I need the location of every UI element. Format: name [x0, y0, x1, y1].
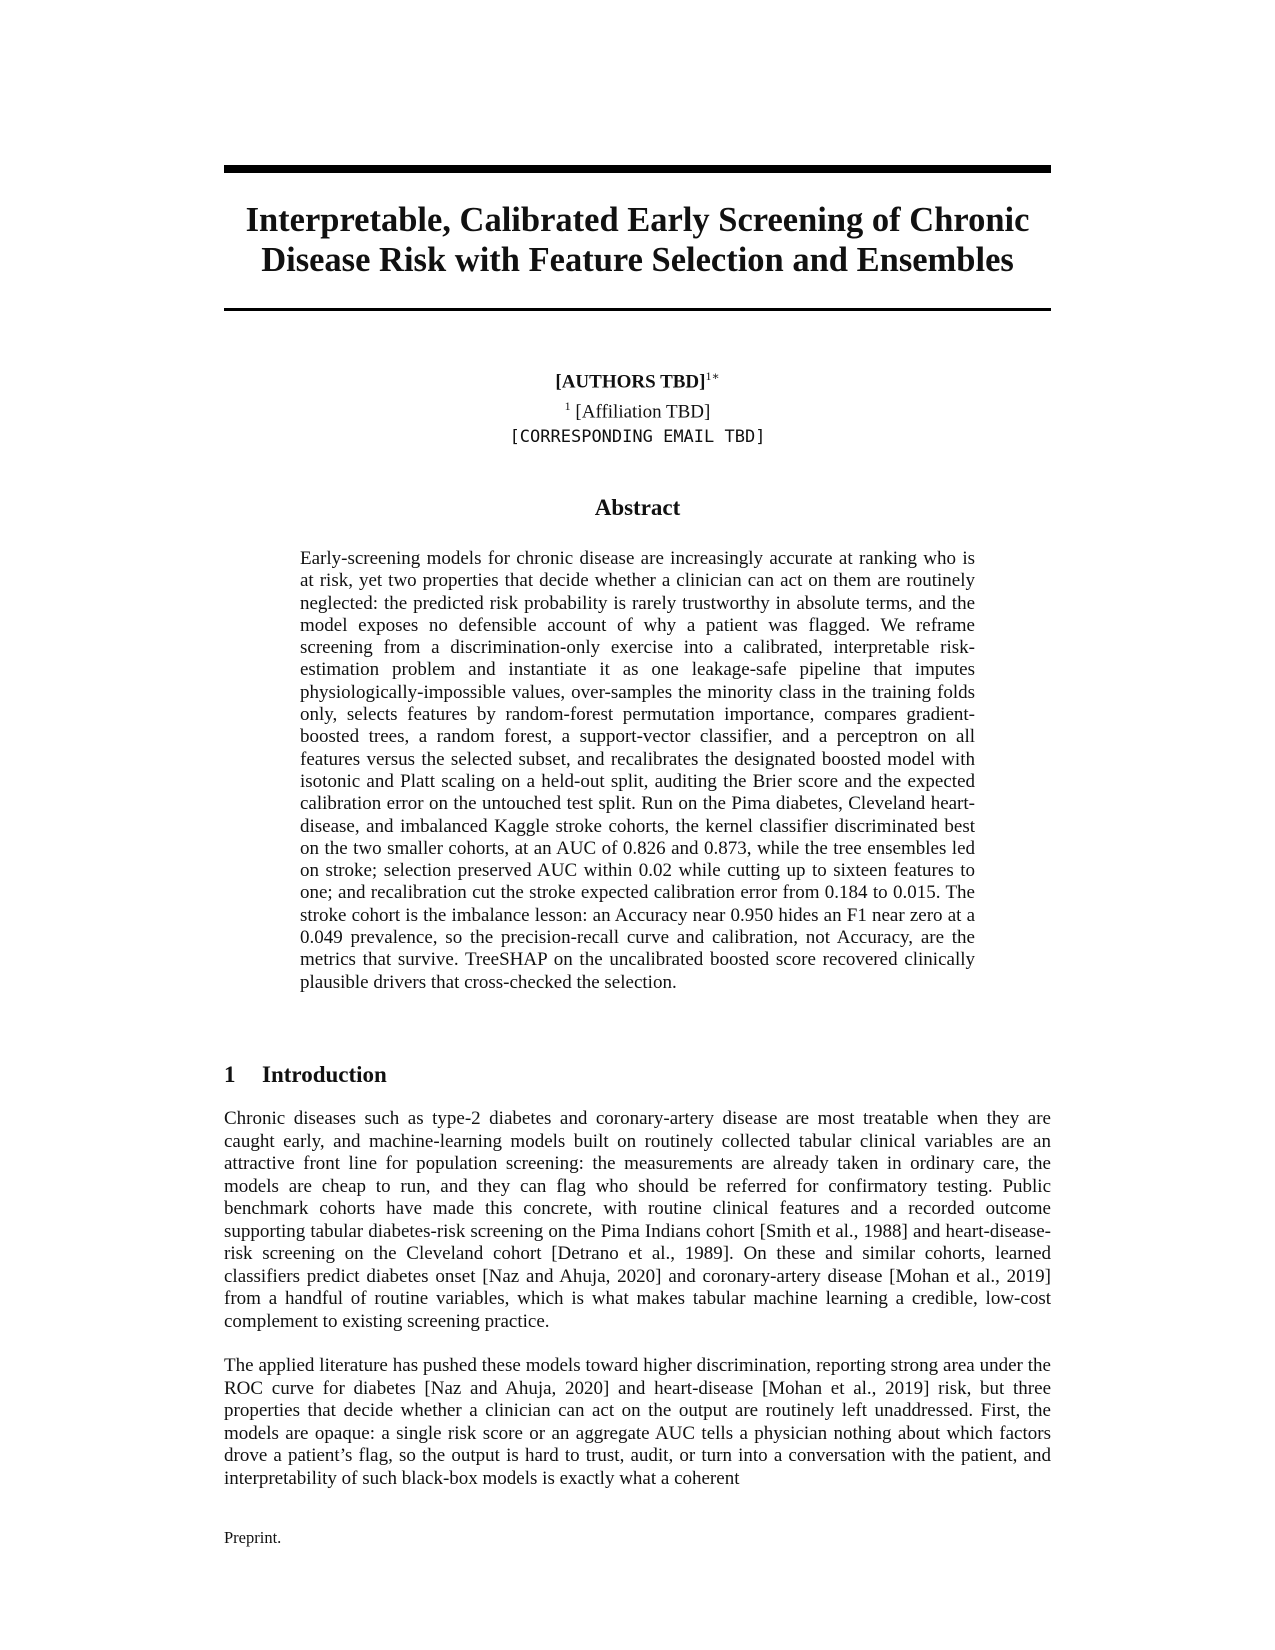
author-line: [224, 364, 1051, 394]
section-number: 1: [224, 1062, 236, 1087]
author-names: [AUTHORS TBD]: [555, 371, 706, 393]
intro-paragraph-2: The applied literature has pushed these models toward higher discrimination, reporting strong area under the ROC curve for diabetes [Naz and Ahuja, 2020] and heart-disease [Mohan et al., 2019] risk, but three properties that decide whether a clinician can act on the output are routinely left unaddressed. First, the models are opaque: a single risk score or an aggregate AUC tells a physician nothing about which factors drove a patient’s flag, so the output is hard to trust, audit, or turn into a conversation with the patient, and interpretability of such black-box models is exactly what a coherent: [224, 1355, 1051, 1489]
author-block: [224, 364, 1051, 449]
title-line-1: Interpretable, Calibrated Early Screening of Chronic: [245, 201, 1030, 239]
corresponding-email: [CORRESPONDING EMAIL TBD]: [509, 426, 766, 447]
abstract-heading: Abstract: [594, 495, 681, 520]
title-top-rule: [224, 165, 1051, 173]
section-title: Introduction: [262, 1062, 387, 1087]
affiliation-superscript: 1: [564, 399, 571, 414]
title-line-2: Disease Risk with Feature Selection and Ensembles: [261, 241, 1014, 279]
abstract-text: Early-screening models for chronic disease are increasingly accurate at ranking who is at risk, yet two properties that decide whether a clinician can act on them are routinely neglected: the predicted risk probability is rarely trustworthy in absolute terms, and the model exposes no defensible account of why a patient was flagged. We reframe screening from a discrimination-only exercise into a calibrated, interpretable risk-estimation problem and instantiate it as one leakage-safe pipeline that imputes physiologically-impossible values, over-samples the minority class in the training folds only, selects features by random-forest permutation importance, compares gradient-boosted trees, a random forest, a support-vector classifier, and a perceptron on all features versus the selected subset, and recalibrates the designated boosted model with isotonic and Platt scaling on a held-out split, auditing the Brier score and the expected calibration error on the untouched test split. Run on the Pima diabetes, Cleveland heart-disease, and imbalanced Kaggle stroke cohorts, the kernel classifier discriminated best on the two smaller cohorts, at an AUC of 0.826 and 0.873, while the tree ensembles led on stroke; selection preserved AUC within 0.02 while cutting up to sixteen features to one; and recalibration cut the stroke expected calibration error from 0.184 to 0.015. The stroke cohort is the imbalance lesson: an Accuracy near 0.950 hides an F1 near zero at a 0.049 prevalence, so the precision-recall curve and calibration, not Accuracy, are the metrics that survive. TreeSHAP on the uncalibrated boosted score recovered clinically plausible drivers that cross-checked the selection.: [300, 548, 975, 993]
title-bottom-rule: [224, 308, 1051, 311]
author-superscript: 1∗: [705, 369, 720, 383]
intro-paragraph-1: Chronic diseases such as type-2 diabetes and coronary-artery disease are most treatable when they are caught early, and machine-learning models built on routinely collected tabular clinical variables are an attractive front line for population screening: the measurements are already taken in ordinary care, the models are cheap to run, and they can flag who should be referred for confirmatory testing. Public benchmark cohorts have made this concrete, with routine clinical features and a recorded outcome supporting tabular diabetes-risk screening on the Pima Indians cohort [Smith et al., 1988] and heart-disease-risk screening on the Cleveland cohort [Detrano et al., 1989]. On these and similar cohorts, learned classifiers predict diabetes onset [Naz and Ahuja, 2020] and coronary-artery disease [Mohan et al., 2019] from a handful of routine variables, which is what makes tabular machine learning a credible, low-cost complement to existing screening practice.: [224, 1108, 1051, 1332]
affiliation-line: [224, 394, 1051, 424]
section-heading-introduction: [224, 1062, 387, 1088]
preprint-footer: Preprint.: [224, 1528, 282, 1547]
paper-title: [224, 200, 1051, 280]
affiliation: [Affiliation TBD]: [575, 401, 711, 423]
